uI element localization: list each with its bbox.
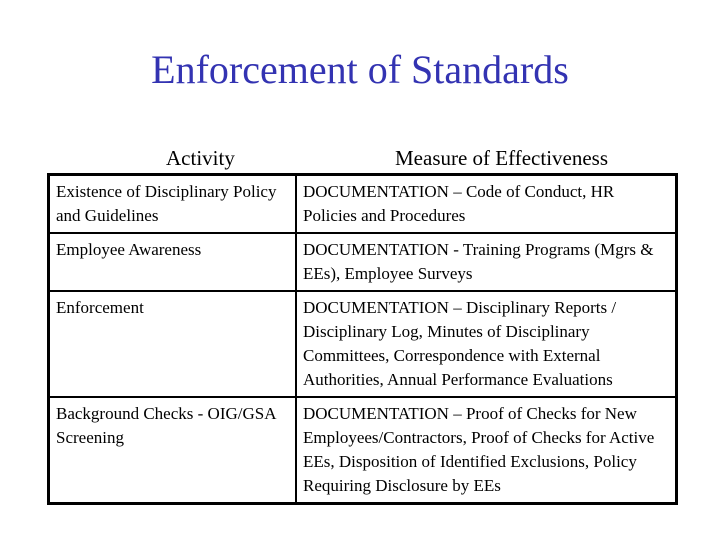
measure-cell: DOCUMENTATION – Disciplinary Reports / Disciplinary Log, Minutes of Disciplinary Committees, Correspondence with External Authorities, Annual Performance Evaluations bbox=[296, 291, 677, 397]
measure-cell: DOCUMENTATION – Code of Conduct, HR Policies and Procedures bbox=[296, 175, 677, 234]
activity-cell: Enforcement bbox=[49, 291, 297, 397]
table-row bbox=[49, 397, 677, 504]
activity-cell: Existence of Disciplinary Policy and Guidelines bbox=[49, 175, 297, 234]
table-row bbox=[49, 233, 677, 291]
measure-cell: DOCUMENTATION - Training Programs (Mgrs & EEs), Employee Surveys bbox=[296, 233, 677, 291]
measure-cell: DOCUMENTATION – Proof of Checks for New Employees/Contractors, Proof of Checks for Active EEs, Disposition of Identified Exclusions, Policy Requiring Disclosure by EEs bbox=[296, 397, 677, 504]
table-row bbox=[49, 291, 677, 397]
activity-cell: Employee Awareness bbox=[49, 233, 297, 291]
column-header-activity: Activity bbox=[166, 146, 235, 170]
slide-title: Enforcement of Standards bbox=[151, 47, 569, 92]
column-header-measure: Measure of Effectiveness bbox=[395, 146, 609, 170]
standards-table bbox=[47, 173, 678, 505]
table-row bbox=[49, 175, 677, 234]
activity-cell: Background Checks - OIG/GSA Screening bbox=[49, 397, 297, 504]
